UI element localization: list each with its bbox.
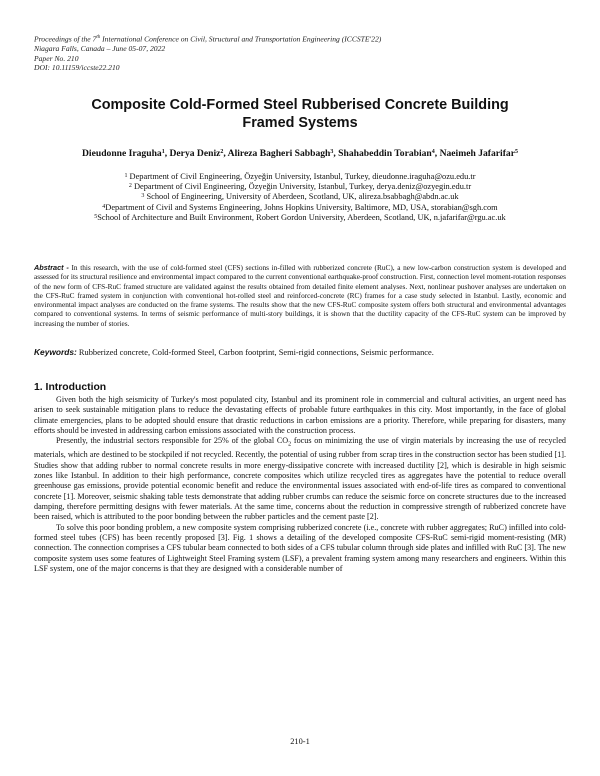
author-separator: ,: [434, 148, 440, 159]
section-heading-introduction: 1. Introduction: [34, 382, 107, 393]
title-line-2: Framed Systems: [242, 115, 358, 131]
affiliation-line: [20, 182, 580, 192]
abstract: [34, 263, 566, 328]
author-affiliation-marker: 4: [431, 149, 435, 155]
header-line-location: Niagara Falls, Canada – June 05-07, 2022: [34, 44, 166, 54]
paragraph-text-pre: Presently, the industrial sectors responsible for 25% of the global CO: [56, 436, 289, 446]
header-line-doi: DOI: 10.11159/iccste22.210: [34, 63, 120, 73]
author-separator: ,: [333, 148, 339, 159]
paragraph-2: [34, 436, 566, 522]
author-name: Alireza Bagheri Sabbagh: [227, 148, 331, 159]
affiliation-line: [20, 192, 580, 202]
header-line-conference: Proceedings of the 7th International Conference on Civil, Structural and Transportation Engineering (ICCSTE'22): [34, 34, 382, 44]
keywords-text: Rubberized concrete, Cold-formed Steel, Carbon footprint, Semi-rigid connections, Seismic performance.: [76, 348, 434, 357]
author-name: Dieudonne Iraguha: [82, 148, 162, 159]
paragraph-3: [34, 523, 566, 575]
affiliation-text: Department of Civil Engineering, Özyeğin University, Istanbul, Turkey, derya.deniz@ozyegin.edu.tr: [131, 182, 472, 192]
keywords-label: Keywords:: [34, 347, 77, 357]
affiliation-marker: 1: [124, 173, 128, 179]
affiliation-line: [20, 203, 580, 213]
paragraph-text: To solve this poor bonding problem, a new composite system comprising rubberized concrete (i.e., concrete with rubber aggregates; RuC) infilled into cold-formed steel tubes (CFS) has been recently proposed [3]. Fig. 1 shows a detailing of the developed composite CFS-RuC semi-rigid moment-resisting (MR) connection. The connection comprises a CFS tubular beam connected to both sides of a CFS tubular column through side plates and infilled with RuC [3]. The new composite system uses some features of Lightweight Steel Framing system (LSF), a prevalent framing system among many researchers and engineers. Within this LSF system, one of the major concerns is that they are designed with a considerable number of: [34, 522, 566, 574]
paper-title: [40, 96, 560, 132]
paragraph-text: focus on minimizing the use of virgin materials by increasing the use of recycled materials, which are destined to be stockpiled if not recycled. Recently, the potential of using rubber from scrap tires in the construction sector has been studied [1]. Studies show that adding rubber to normal concrete results in more energy-dissipative concrete with increased ductility [2], which is desirable in high seismic zones like Istanbul. In addition to their high performance, concrete composites which utilize recycled tires as aggregates have the potential to reduce overall greenhouse gas emissions, provide potential economic benefit and reduce the environmental issues associated with end-of-life tires as compared to conventional concrete [1]. Moreover, seismic shaking table tests demonstrate that adding rubber crumbs can reduce the seismic force on concrete structures due to the increased damping, therefore permitting designs with fewer materials. At the same time, concerns about the reduction in compressive strength of rubberized concrete have been raised, which is attributed to the poor bonding between the rubber particles and the cement paste [2].: [34, 436, 566, 522]
author-name: Naeimeh Jafarifar: [439, 148, 515, 159]
subscript: 2: [288, 442, 292, 448]
author-affiliation-marker: 1: [161, 149, 165, 155]
author-separator: ,: [223, 148, 228, 159]
proceedings-header: [34, 33, 564, 73]
author-affiliation-marker: 5: [514, 149, 518, 155]
abstract-label: Abstract -: [34, 263, 69, 272]
introduction-body: [34, 395, 566, 574]
author-name: Derya Deniz: [169, 148, 221, 159]
page-number: 210-1: [290, 737, 310, 746]
affiliation-text: School of Architecture and Built Environment, Robert Gordon University, Aberdeen, Scotland, UK, n.jafarifar@rgu.ac.uk: [97, 212, 506, 222]
paragraph-text: Given both the high seismicity of Turkey's most populated city, Istanbul and its prominent role in commercial and cultural activities, an urgent need has arisen to seek sustainable mitigation plans to reduce the devastating effects of probable future earthquakes in this city. Most importantly, in the face of global climate emergencies, plans to be adopted should ensure that drastic reductions in carbon emissions are a priority. Therefore, while preparing for disasters, many efforts should be invested in addressing carbon emissions associated with the construction process.: [34, 395, 566, 436]
author-list: [44, 148, 556, 160]
title-line-1: Composite Cold-Formed Steel Rubberised Concrete Building: [91, 97, 509, 113]
affiliation-marker: 2: [128, 183, 132, 190]
affiliation-marker: 5: [94, 213, 98, 220]
author-affiliation-marker: 2: [220, 149, 224, 155]
affiliation-text: Department of Civil Engineering, Özyeğin University, Istanbul, Turkey, dieudonne.iraguha@ozu.edu.tr: [127, 172, 476, 181]
affiliation-marker: 3: [141, 193, 145, 200]
affiliation-list: [20, 172, 580, 223]
paragraph-1: [34, 395, 566, 436]
keywords: [34, 347, 566, 358]
affiliation-text: Department of Civil and Systems Engineering, Johns Hopkins University, Baltimore, MD, USA, storabian@sgh.com: [105, 202, 498, 212]
affiliation-line: [20, 213, 580, 223]
affiliation-marker: 4: [102, 203, 106, 210]
affiliation-text: School of Engineering, University of Aberdeen, Scotland, UK, alireza.bsabbagh@abdn.ac.uk: [144, 192, 459, 202]
author-affiliation-marker: 3: [330, 149, 334, 155]
abstract-text: In this research, with the use of cold-formed steel (CFS) sections in-filled with rubberized concrete (RuC), a new low-carbon construction system is developed and assessed for its structural resilience and environmental impact compared to the current conventional earthquake-proof construction. First, connection level moment-rotation responses of the new form of CFS-RuC framed structure are validated against the results obtained from detailed finite element analyses. Next, nonlinear pushover analyses are undertaken on the CFS-RuC framed system in conjunction with conventional hot-rolled steel and reinforced-concrete (RC) frames for a case study selected in Istanbul. Lastly, economic and environmental impact analyses are conducted on the frame systems. The results show that the new CFS-RuC composite system offers both structural and environmental advantages compared to conventional systems. In terms of seismic performance of multi-story buildings, it is shown that the ductility capacity of the CFS-RuC system can be improved by increasing the number of stories.: [34, 263, 567, 328]
header-line-paper-number: Paper No. 210: [34, 53, 79, 63]
author-name: Shahabeddin Torabian: [338, 148, 432, 159]
author-separator: ,: [164, 148, 170, 159]
affiliation-line: [20, 172, 580, 182]
